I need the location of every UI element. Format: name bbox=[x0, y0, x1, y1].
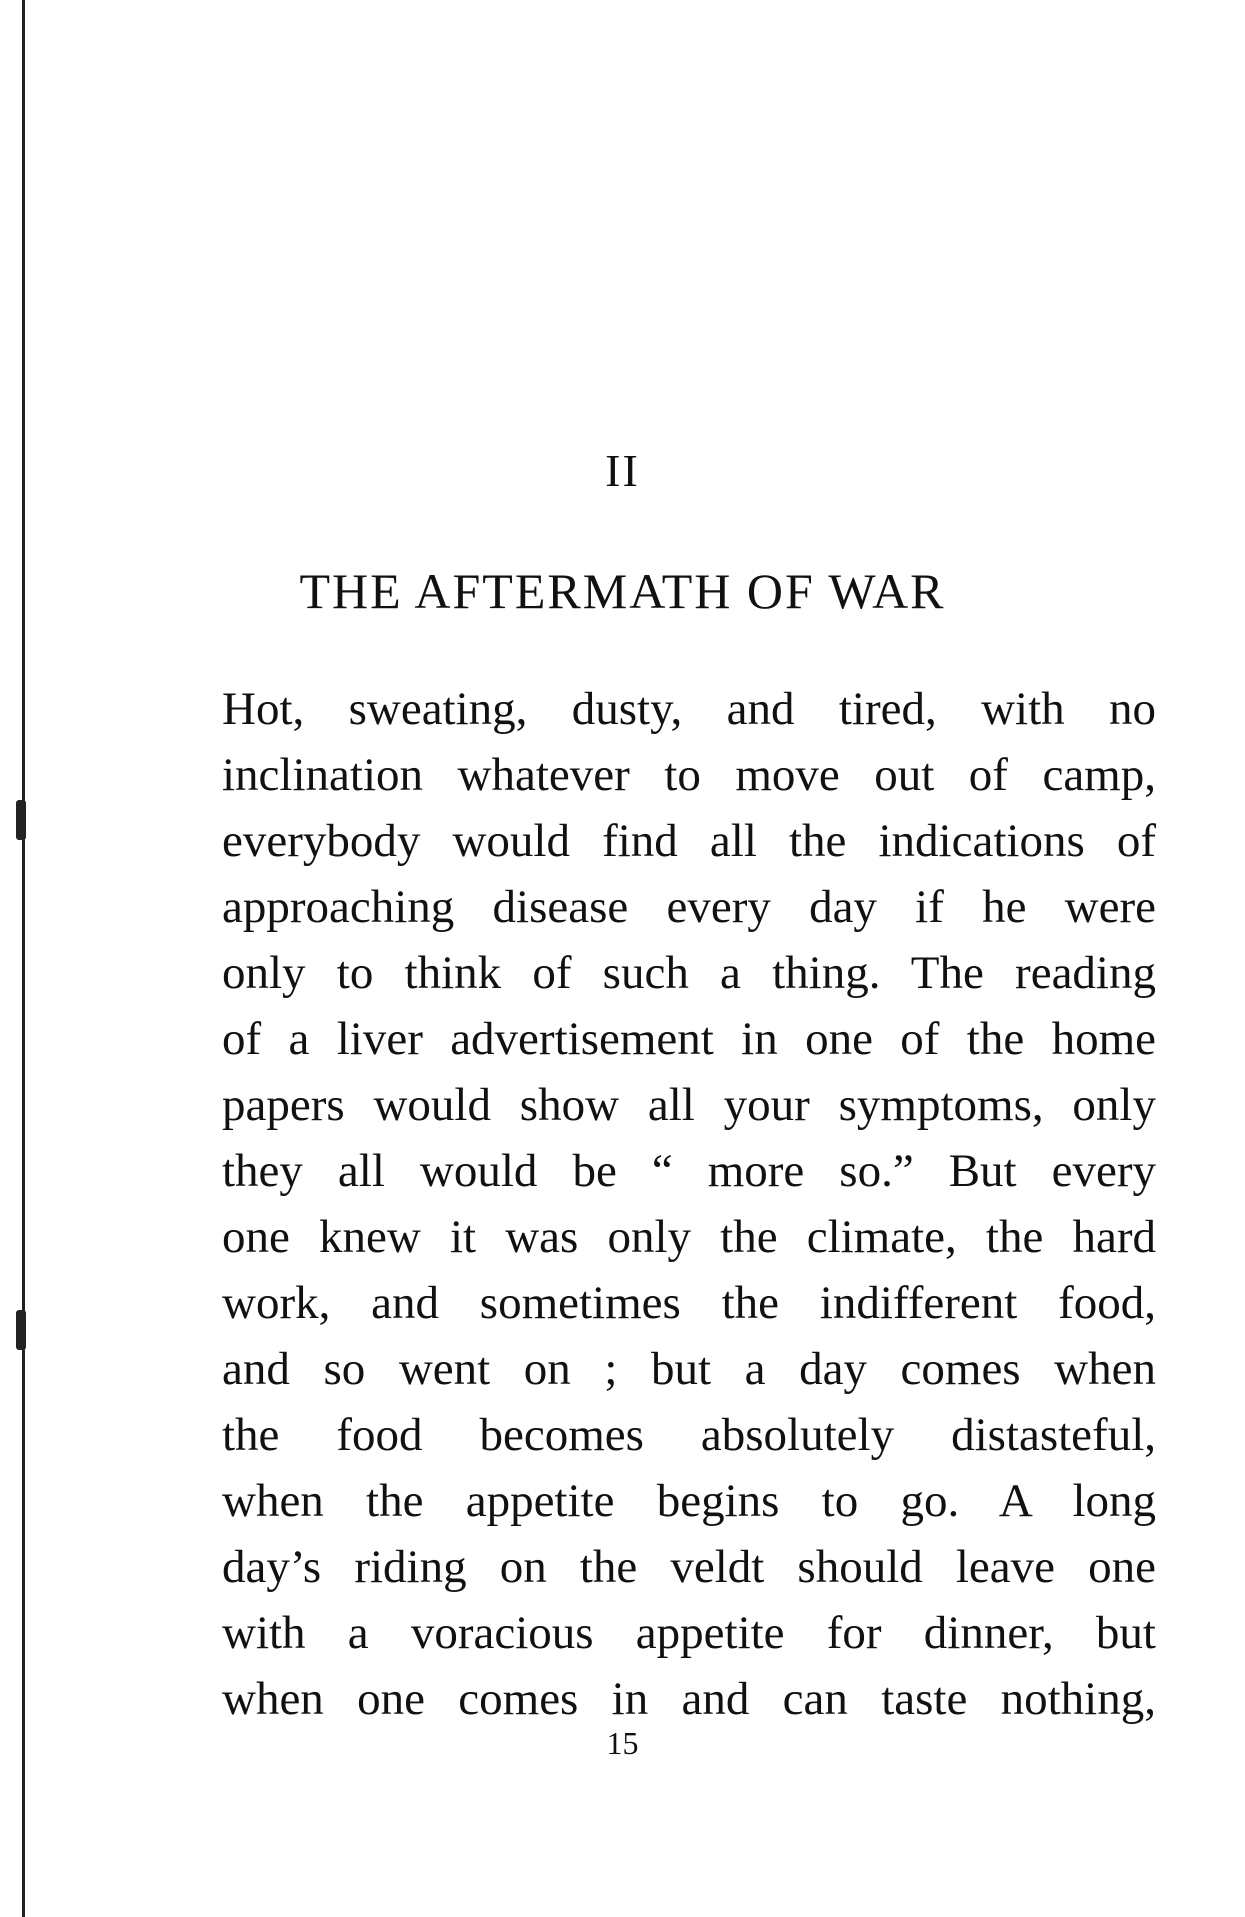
text-line: work, and sometimes the indifferent food, bbox=[222, 1277, 1156, 1329]
text-line: approaching disease every day if he were bbox=[222, 881, 1156, 933]
text-line: and so went on ; but a day comes when bbox=[222, 1343, 1156, 1395]
text-line: everybody would find all the indications of bbox=[222, 815, 1156, 867]
text-line: day’s riding on the veldt should leave one bbox=[222, 1541, 1156, 1593]
text-line: only to think of such a thing. The reading bbox=[222, 947, 1156, 999]
text-line: of a liver advertisement in one of the home bbox=[222, 1013, 1156, 1065]
text-line: papers would show all your symptoms, only bbox=[222, 1079, 1156, 1131]
text-line: with a voracious appetite for dinner, but bbox=[222, 1607, 1156, 1659]
binding-mark bbox=[16, 800, 26, 840]
page-number: 15 bbox=[606, 1725, 639, 1761]
chapter-title: THE AFTERMATH OF WAR bbox=[299, 563, 946, 619]
binding-mark bbox=[16, 1310, 26, 1350]
binding-edge bbox=[22, 0, 25, 1917]
text-line: they all would be “ more so.” But every bbox=[222, 1145, 1156, 1197]
text-line: one knew it was only the climate, the hard bbox=[222, 1211, 1156, 1263]
body-text bbox=[222, 676, 1156, 1732]
text-line: when one comes in and can taste nothing, bbox=[222, 1673, 1156, 1725]
text-line: the food becomes absolutely distasteful, bbox=[222, 1409, 1156, 1461]
chapter-number: II bbox=[605, 445, 640, 496]
text-line: when the appetite begins to go. A long bbox=[222, 1475, 1156, 1527]
text-line: Hot, sweating, dusty, and tired, with no bbox=[222, 683, 1156, 735]
text-line: inclination whatever to move out of camp, bbox=[222, 749, 1156, 801]
